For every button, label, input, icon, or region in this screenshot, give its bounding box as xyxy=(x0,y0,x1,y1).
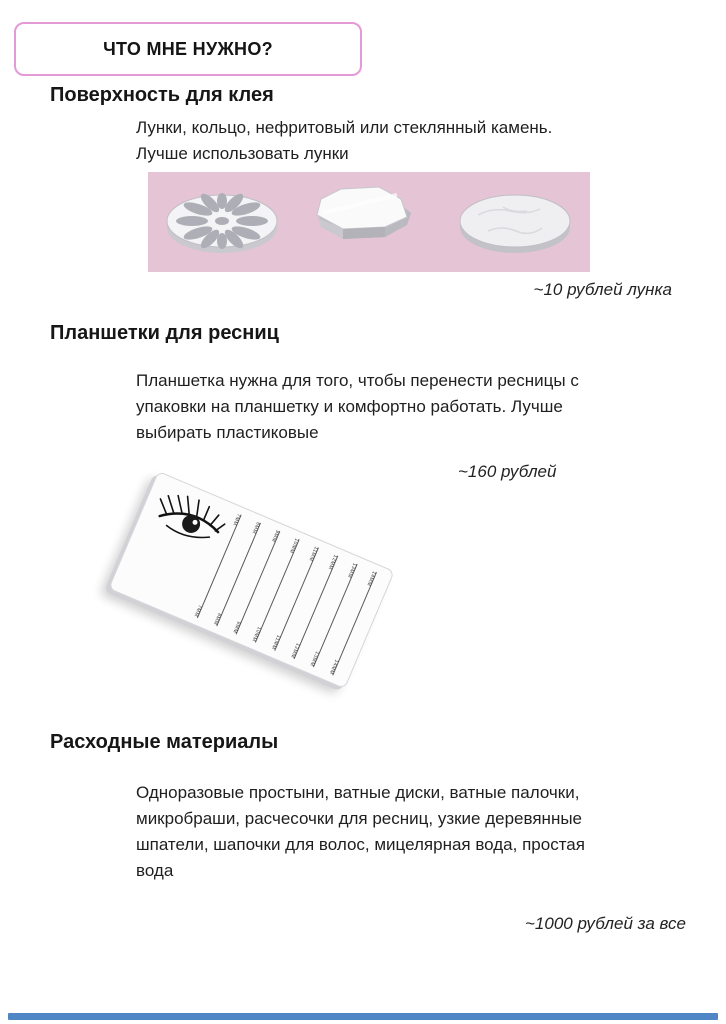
lash-palette-tablet xyxy=(108,471,395,689)
price-lash-palette: ~160 рублей xyxy=(458,462,557,481)
body-line: Лунки, кольцо, нефритовый или стеклянный камень. xyxy=(136,118,553,137)
price-consumables: ~1000 рублей за все xyxy=(525,914,686,933)
lane-size-label: 12MM xyxy=(288,642,301,660)
lane-size-label: 11MM xyxy=(269,634,282,651)
footer-accent-bar xyxy=(8,1013,718,1020)
lane-size-label: 7MM xyxy=(192,604,203,619)
body-line: Лучше использовать лунки xyxy=(136,144,349,163)
price-glue-surface: ~10 рублей лунка xyxy=(533,280,672,299)
lane-size-label: 7MM xyxy=(231,512,242,527)
section-body-lash-palettes xyxy=(136,368,711,446)
eye-lashes-icon xyxy=(143,481,235,559)
body-line: шпатели, шапочки для волос, мицелярная вода, простая xyxy=(136,835,585,854)
lane-size-label: 8MM xyxy=(211,612,223,627)
section-body-glue-surface xyxy=(136,115,711,167)
section-heading-lash-palettes: Планшетки для ресниц xyxy=(50,322,279,344)
lane-size-label: 8MM xyxy=(250,520,261,535)
body-line: Планшетка нужна для того, чтобы перенести ресницы с xyxy=(136,371,579,390)
body-line: Одноразовые простыни, ватные диски, ватные палочки, xyxy=(136,783,580,802)
lane-size-label: 14MM xyxy=(327,658,340,676)
lane-size-label: 14MM xyxy=(365,570,377,588)
body-line: упаковки на планшетку и комфортно работать. Лучше xyxy=(136,397,563,416)
glue-surfaces-photo xyxy=(148,172,590,272)
section-body-consumables xyxy=(136,780,711,884)
lane-size-label: 13MM xyxy=(345,561,358,579)
lane-size-label: 13MM xyxy=(308,650,321,668)
body-line: вода xyxy=(136,861,174,880)
flower-well-palette-icon xyxy=(160,183,285,261)
section-heading-consumables: Расходные материалы xyxy=(50,731,279,753)
round-marble-stone-icon xyxy=(453,183,578,261)
palette-lane xyxy=(230,529,281,635)
lane-size-label: 10MM xyxy=(250,625,263,643)
lane-size-label: 11MM xyxy=(307,545,319,563)
lane-size-label: 12MM xyxy=(326,553,339,571)
body-line: выбирать пластиковые xyxy=(136,423,319,442)
body-line: микробраши, расчесочки для ресниц, узкие деревянные xyxy=(136,809,583,828)
lane-size-label: 9MM xyxy=(230,620,242,635)
lane-size-label: 10MM xyxy=(287,537,300,555)
octagon-stone-icon xyxy=(309,183,429,261)
lane-size-label: 9MM xyxy=(269,529,281,544)
page-title: ЧТО МНЕ НУЖНО? xyxy=(103,38,273,59)
title-box xyxy=(14,22,362,76)
lash-palette-photo xyxy=(95,468,425,693)
section-heading-glue-surface: Поверхность для клея xyxy=(50,84,274,106)
